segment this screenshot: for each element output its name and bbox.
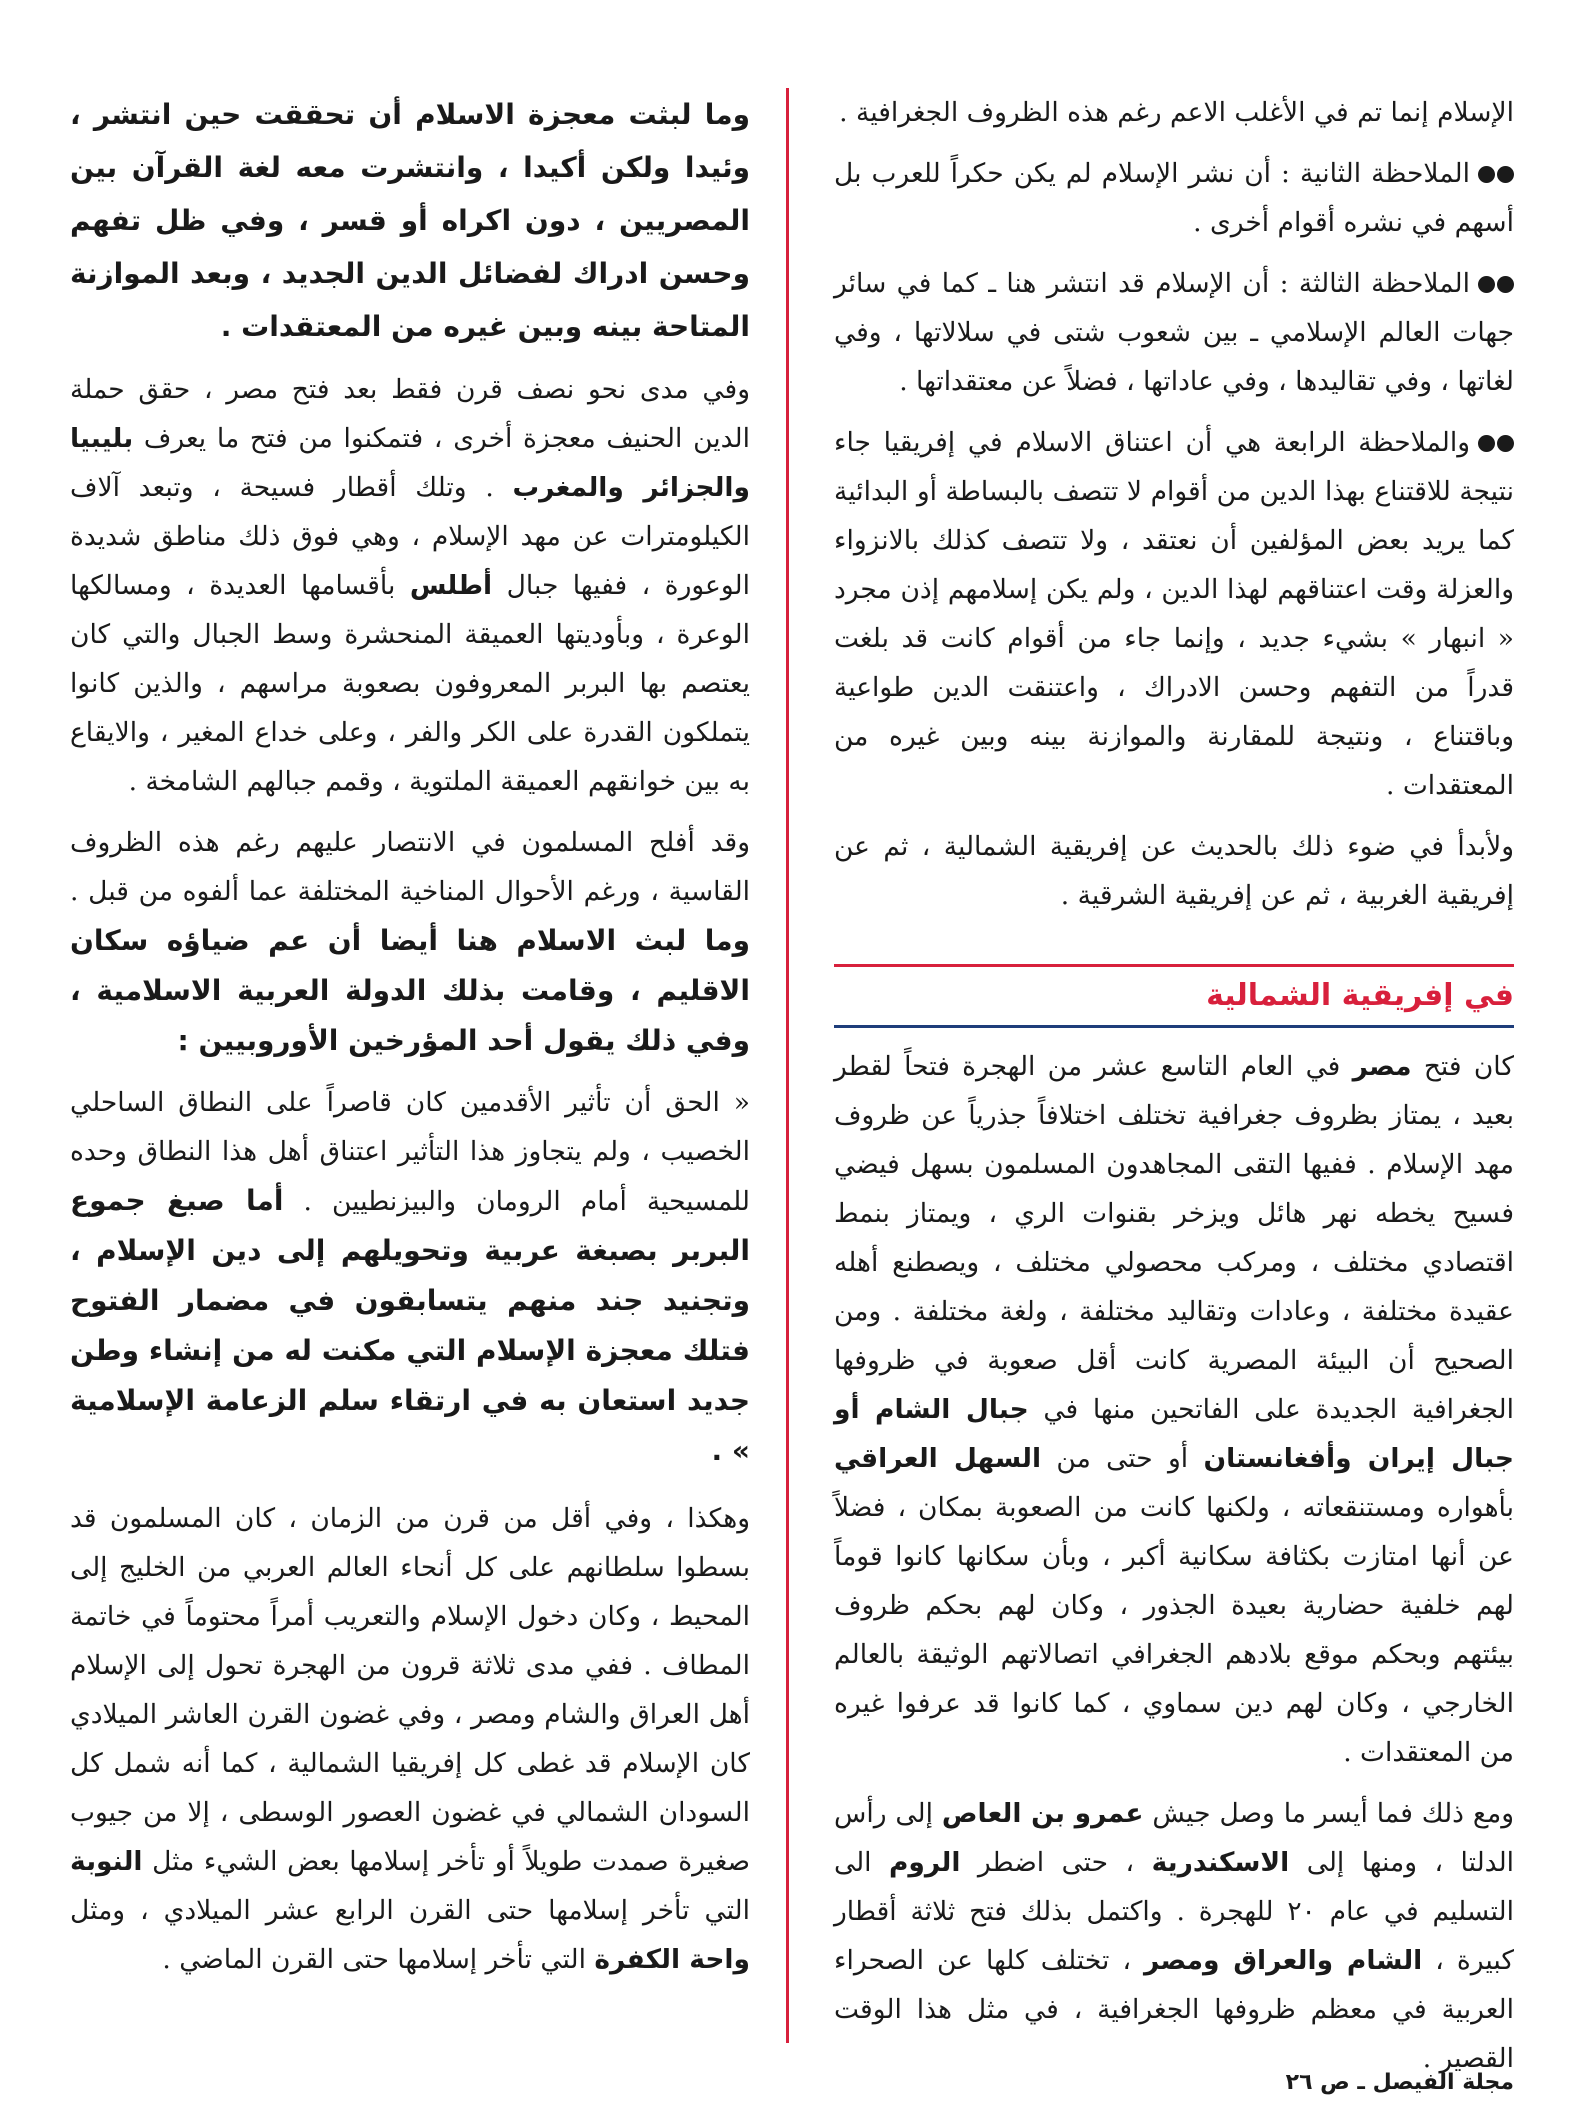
emphasis: وما لبث الاسلام هنا أيضا أن عم ضياؤه سكان الاقليم ، وقامت بذلك الدولة العربية الاسلامية ، وفي ذلك يقول أحد المؤرخين الأوروبيين : (70, 924, 750, 1057)
text-run: التي تأخر إسلامها حتى القرن الماضي . (162, 1944, 595, 1975)
emphasis: الشام والعراق ومصر (1144, 1945, 1423, 1976)
paragraph-maghreb (70, 365, 750, 806)
text-run: في العام التاسع عشر من الهجرة فتحاً لقطر بعيد ، يمتاز بظروف جغرافية تختلف اختلافاً جذرياً عن ظروف مهد الإسلام . ففيها التقى المجاهدون المسلمون بسهل فيضي فسيح يخطه نهر هائل ويزخر بقنوات الري ، ويمتاز بنمط اقتصادي مختلف ، ومركب محصولي مختلف ، ويصطنع أهله عقيدة مختلفة ، وعادات وتقاليد مختلفة ، ولغة مختلفة . ومن الصحيح أن البيئة المصرية كانت أقل صعوبة في ظروفها الجغرافية الجديدة على الفاتحين منها في (834, 1051, 1514, 1425)
column-divider (786, 88, 789, 2043)
emphasis: بليبيا والجزائر والمغرب (70, 423, 750, 503)
paragraph-conclusion (70, 1494, 750, 1984)
double-dot-bullet-icon (1478, 276, 1514, 294)
paragraph-amr (834, 1789, 1514, 2083)
text-run: التي تأخر إسلامها حتى القرن الرابع عشر الميلادي ، ومثل (70, 1895, 750, 1926)
emphasis: السهل العراقي (834, 1443, 1042, 1474)
emphasis: عمرو بن العاص (941, 1798, 1144, 1829)
text-run: ، تختلف كلها عن الصحراء العربية في معظم ظروفها الجغرافية ، في مثل هذا الوقت القصير . (834, 1945, 1514, 2074)
text-run: كان فتح (1411, 1051, 1514, 1082)
right-column (834, 88, 1514, 2095)
emphasis: الروم (889, 1847, 961, 1878)
double-dot-bullet-icon (1478, 435, 1514, 453)
page-footer: مجلة الفيصل ـ ص ٢٦ (1285, 2070, 1514, 2095)
note-paragraph-3 (834, 259, 1514, 406)
note-paragraph-2 (834, 149, 1514, 247)
paragraph-quote (70, 1078, 750, 1476)
paragraph-egypt (834, 1042, 1514, 1777)
paragraph-victory (70, 818, 750, 1066)
text-run: ومع ذلك فما أيسر ما وصل جيش (1143, 1798, 1514, 1829)
emphasis: الاسكندرية (1151, 1847, 1290, 1878)
emphasis: مصر (1352, 1051, 1412, 1082)
bold-paragraph: وما لبثت معجزة الاسلام أن تحققت حين انتشر ، وئيدا ولكن أكيدا ، وانتشرت معه لغة القرآن بين المصريين ، دون اكراه أو قسر ، وفي ظل تفهم وحسن ادراك لفضائل الدين الجديد ، وبعد الموازنة المتاحة بينه وبين غيره من المعتقدات . (70, 98, 750, 343)
double-dot-bullet-icon (1478, 166, 1514, 184)
text-run: وقد أفلح المسلمون في الانتصار عليهم رغم هذه الظروف القاسية ، ورغم الأحوال المناخية المختلفة عما ألفوه من قبل . (70, 827, 750, 907)
paragraph-text: الملاحظة الثانية : أن نشر الإسلام لم يكن حكراً للعرب بل أسهم في نشره أقوام أخرى . (834, 158, 1514, 238)
emphasis: أما صبغ جموع البربر بصبغة عربية وتحويلهم إلى دين الإسلام ، وتجنيد جند منهم يتسابقون في مضمار الفتوح فتلك معجزة الإسلام التي مكنت له من إنشاء وطن جديد استعان به في ارتقاء سلم الزعامة الإسلامية » . (70, 1184, 750, 1467)
text-run: أو حتى من (1041, 1443, 1204, 1474)
section-rule-bottom (834, 1025, 1514, 1028)
text-run: « الحق أن تأثير الأقدمين كان قاصراً على النطاق الساحلي الخصيب ، ولم يتجاوز هذا التأثير اعتناق أهل هذا النطاق وحده للمسيحية أمام الرومان والبيزنطيين . (70, 1087, 750, 1217)
emphasis: النوبة (70, 1846, 143, 1877)
paragraph: ولأبدأ في ضوء ذلك بالحديث عن إفريقية الشمالية ، ثم عن إفريقية الغربية ، ثم عن إفريقية الشرقية . (834, 831, 1514, 911)
text-run: . وتلك أقطار فسيحة ، وتبعد آلاف الكيلومترات عن مهد الإسلام ، وهي فوق ذلك مناطق شديدة الوعورة ، ففيها جبال (70, 472, 750, 601)
text-run: بأقسامها العديدة ، ومسالكها الوعرة ، وبأوديتها العميقة المنحشرة وسط الجبال والتي كان يعتصم بها البربر المعروفون بصعوبة مراسهم ، والذين كانوا يتملكون القدرة على الكر والفر ، وعلى خداع المغير ، والايقاع به بين خوانقهم العميقة الملتوية ، وقمم جبالهم الشامخة . (70, 570, 750, 797)
text-run: بأهواره ومستنقعاته ، ولكنها كانت من الصعوبة بمكان ، فضلاً عن أنها امتازت بكثافة سكانية أكبر ، وبأن سكانها كانوا قوماً لهم خلفية حضارية بعيدة الجذور ، وكان لهم بحكم ظروف بيئتهم وبحكم موقع بلادهم الجغرافي اتصالاتهم الوثيقة بالعالم الخارجي ، وكان لهم دين سماوي ، كما كانوا قد عرفوا غيره من المعتقدات . (834, 1492, 1515, 1768)
paragraph-text: والملاحظة الرابعة هي أن اعتناق الاسلام في إفريقيا جاء نتيجة للاقتناع بهذا الدين من أقوام لا تتصف بالبساطة أو البدائية كما يريد بعض المؤلفين أن نعتقد ، ولا تتصف كذلك بالانزواء والعزلة وقت اعتناقهم لهذا الدين ، ولم يكن إسلامهم إذن مجرد « انبهار » بشيء جديد ، وإنما جاء من أقوام كانت قد بلغت قدراً من التفهم وحسن الادراك ، واعتنقت الدين طواعية وباقتناع ، ونتيجة للمقارنة والموازنة بينه وبين غيره من المعتقدات . (834, 427, 1514, 801)
text-run: وفي مدى نحو نصف قرن فقط بعد فتح مصر ، حقق حملة الدين الحنيف معجزة أخرى ، فتمكنوا من فتح ما يعرف (70, 374, 750, 454)
paragraph-text: الملاحظة الثالثة : أن الإسلام قد انتشر هنا ـ كما في سائر جهات العالم الإسلامي ـ بين شعوب شتى في سلالاتها ، وفي لغاتها ، وفي تقاليدها ، وفي عاداتها ، فضلاً عن معتقداتها . (834, 268, 1514, 397)
text-run: إلى رأس الدلتا ، ومنها إلى (834, 1798, 1515, 1878)
emphasis: جبال الشام أو جبال إيران وأفغانستان (834, 1394, 1514, 1474)
emphasis: واحة الكفرة (594, 1944, 750, 1975)
paragraph: الإسلام إنما تم في الأغلب الاعم رغم هذه الظروف الجغرافية . (839, 97, 1514, 128)
section-header (834, 964, 1514, 1028)
text-run: وهكذا ، وفي أقل من قرن من الزمان ، كان المسلمون قد بسطوا سلطانهم على كل أنحاء العالم العربي من الخليج إلى المحيط ، وكان دخول الإسلام والتعريب أمراً محتوماً في خاتمة المطاف . ففي مدى ثلاثة قرون من الهجرة تحول إلى الإسلام أهل العراق والشام ومصر ، وفي غضون القرن العاشر الميلادي كان الإسلام قد غطى كل إفريقيا الشمالية ، كما أنه شمل كل السودان الشمالي في غضون العصور الوسطى ، إلا من جيوب صغيرة صمدت طويلاً أو تأخر إسلامها بعض الشيء مثل (70, 1503, 751, 1877)
note-paragraph-4 (834, 418, 1514, 810)
emphasis: أطلس (409, 570, 493, 601)
text-run: الى التسليم في عام ٢٠ للهجرة . واكتمل بذلك فتح ثلاثة أقطار كبيرة ، (834, 1847, 1515, 1976)
text-run: ، حتى اضطر (960, 1847, 1152, 1878)
section-title: في إفريقية الشمالية (1206, 978, 1514, 1013)
left-column (70, 88, 750, 1996)
